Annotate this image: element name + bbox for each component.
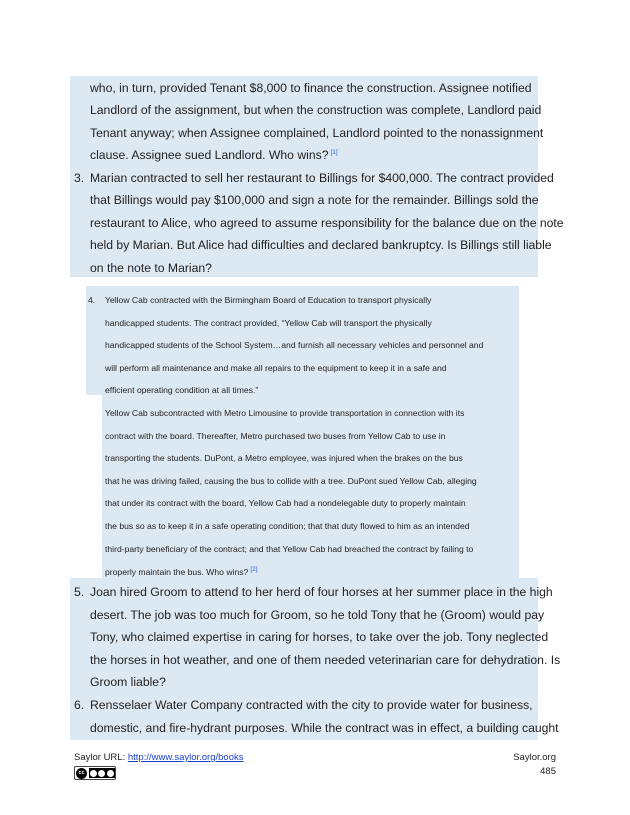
text-line: that Billings would pay $100,000 and sign a note for the remainder. Billings sold the — [90, 193, 539, 208]
text-line: handicapped students of the School System…and furnish all necessary vehicles and personnel and — [105, 340, 484, 351]
footnote-link-2[interactable]: [2] — [250, 566, 258, 574]
text-line: held by Marian. But Alice had difficulties and declared bankruptcy. Is Billings still liable — [90, 238, 552, 253]
text-line: will perform all maintenance and make all repairs to the equipment to keep it in a safe and — [105, 362, 447, 373]
text-line: the bus so as to keep it in a safe operating condition; that that duty flowed to him as an intended — [105, 521, 470, 531]
text-line: efficient operating condition at all times.” — [105, 385, 259, 396]
text-line: desert. The job was too much for Groom, so he told Tony that he (Groom) would pay — [90, 607, 545, 622]
item-6-number: 6. — [74, 698, 85, 712]
page-number: 485 — [540, 766, 556, 777]
text-line: on the note to Marian? — [90, 260, 212, 275]
footer-url-row — [74, 752, 244, 763]
text-line: Yellow Cab contracted with the Birmingham Board of Education to transport physically — [105, 295, 432, 305]
text-line: handicapped students. The contract provided, “Yellow Cab will transport the physically — [105, 317, 432, 328]
text-line: Groom liable? — [90, 675, 166, 690]
item-3-number: 3. — [74, 171, 85, 185]
text-line: Landlord of the assignment, but when the construction was complete, Landlord paid — [90, 103, 542, 118]
text-line: Tony, who claimed expertise in caring for horses, to take over the job. Tony neglected — [90, 630, 549, 645]
text-line: transporting the students. DuPont, a Metro employee, was injured when the brakes on the bus — [105, 453, 463, 464]
license-terms-icon — [89, 768, 115, 778]
text-line: third-party beneficiary of the contract; and that Yellow Cab had breached the contract by failing to — [105, 543, 474, 554]
text-line: Rensselaer Water Company contracted with the city to provide water for business, — [90, 698, 533, 712]
footer-url-label: Saylor URL: — [74, 752, 128, 763]
item-5-number: 5. — [74, 585, 85, 599]
text-line: that he was driving failed, causing the bus to collide with a tree. DuPont sued Yellow Cab, alleging — [105, 475, 477, 486]
text-line: Joan hired Groom to attend to her herd of four horses at her summer place in the high — [90, 585, 553, 599]
text-line: contract with the board. Thereafter, Metro purchased two buses from Yellow Cab to use in — [105, 430, 446, 441]
text-line: Yellow Cab subcontracted with Metro Limousine to provide transportation in connection with its — [105, 408, 465, 418]
text-line-content: clause. Assignee sued Landlord. Who wins? — [90, 148, 329, 163]
text-line: domestic, and fire-hydrant purposes. While the contract was in effect, a building caught — [90, 720, 559, 735]
cc-license-badge[interactable] — [74, 766, 116, 780]
text-line: the horses in hot weather, and one of them needed veterinarian care for dehydration. Is — [90, 652, 561, 667]
saylor-books-link[interactable]: http://www.saylor.org/books — [127, 752, 244, 763]
text-line-content: properly maintain the bus. Who wins? — [105, 567, 249, 578]
text-line: restaurant to Alice, who agreed to assume responsibility for the balance due on the note — [90, 215, 564, 230]
item-4-number: 4. — [88, 295, 96, 305]
text-line — [105, 566, 258, 577]
text-line: Tenant anyway; when Assignee complained, Landlord pointed to the nonassignment — [90, 125, 544, 140]
text-line: who, in turn, provided Tenant $8,000 to finance the construction. Assignee notified — [90, 81, 532, 95]
text-line — [90, 148, 338, 162]
footer-site: Saylor.org — [513, 752, 556, 763]
cc-icon: cc — [76, 768, 87, 779]
text-line: that under its contract with the board, Yellow Cab had a nondelegable duty to properly maintain — [105, 498, 466, 509]
footnote-link-1[interactable]: [1] — [330, 149, 338, 157]
text-line: Marian contracted to sell her restaurant to Billings for $400,000. The contract provided — [90, 171, 554, 185]
